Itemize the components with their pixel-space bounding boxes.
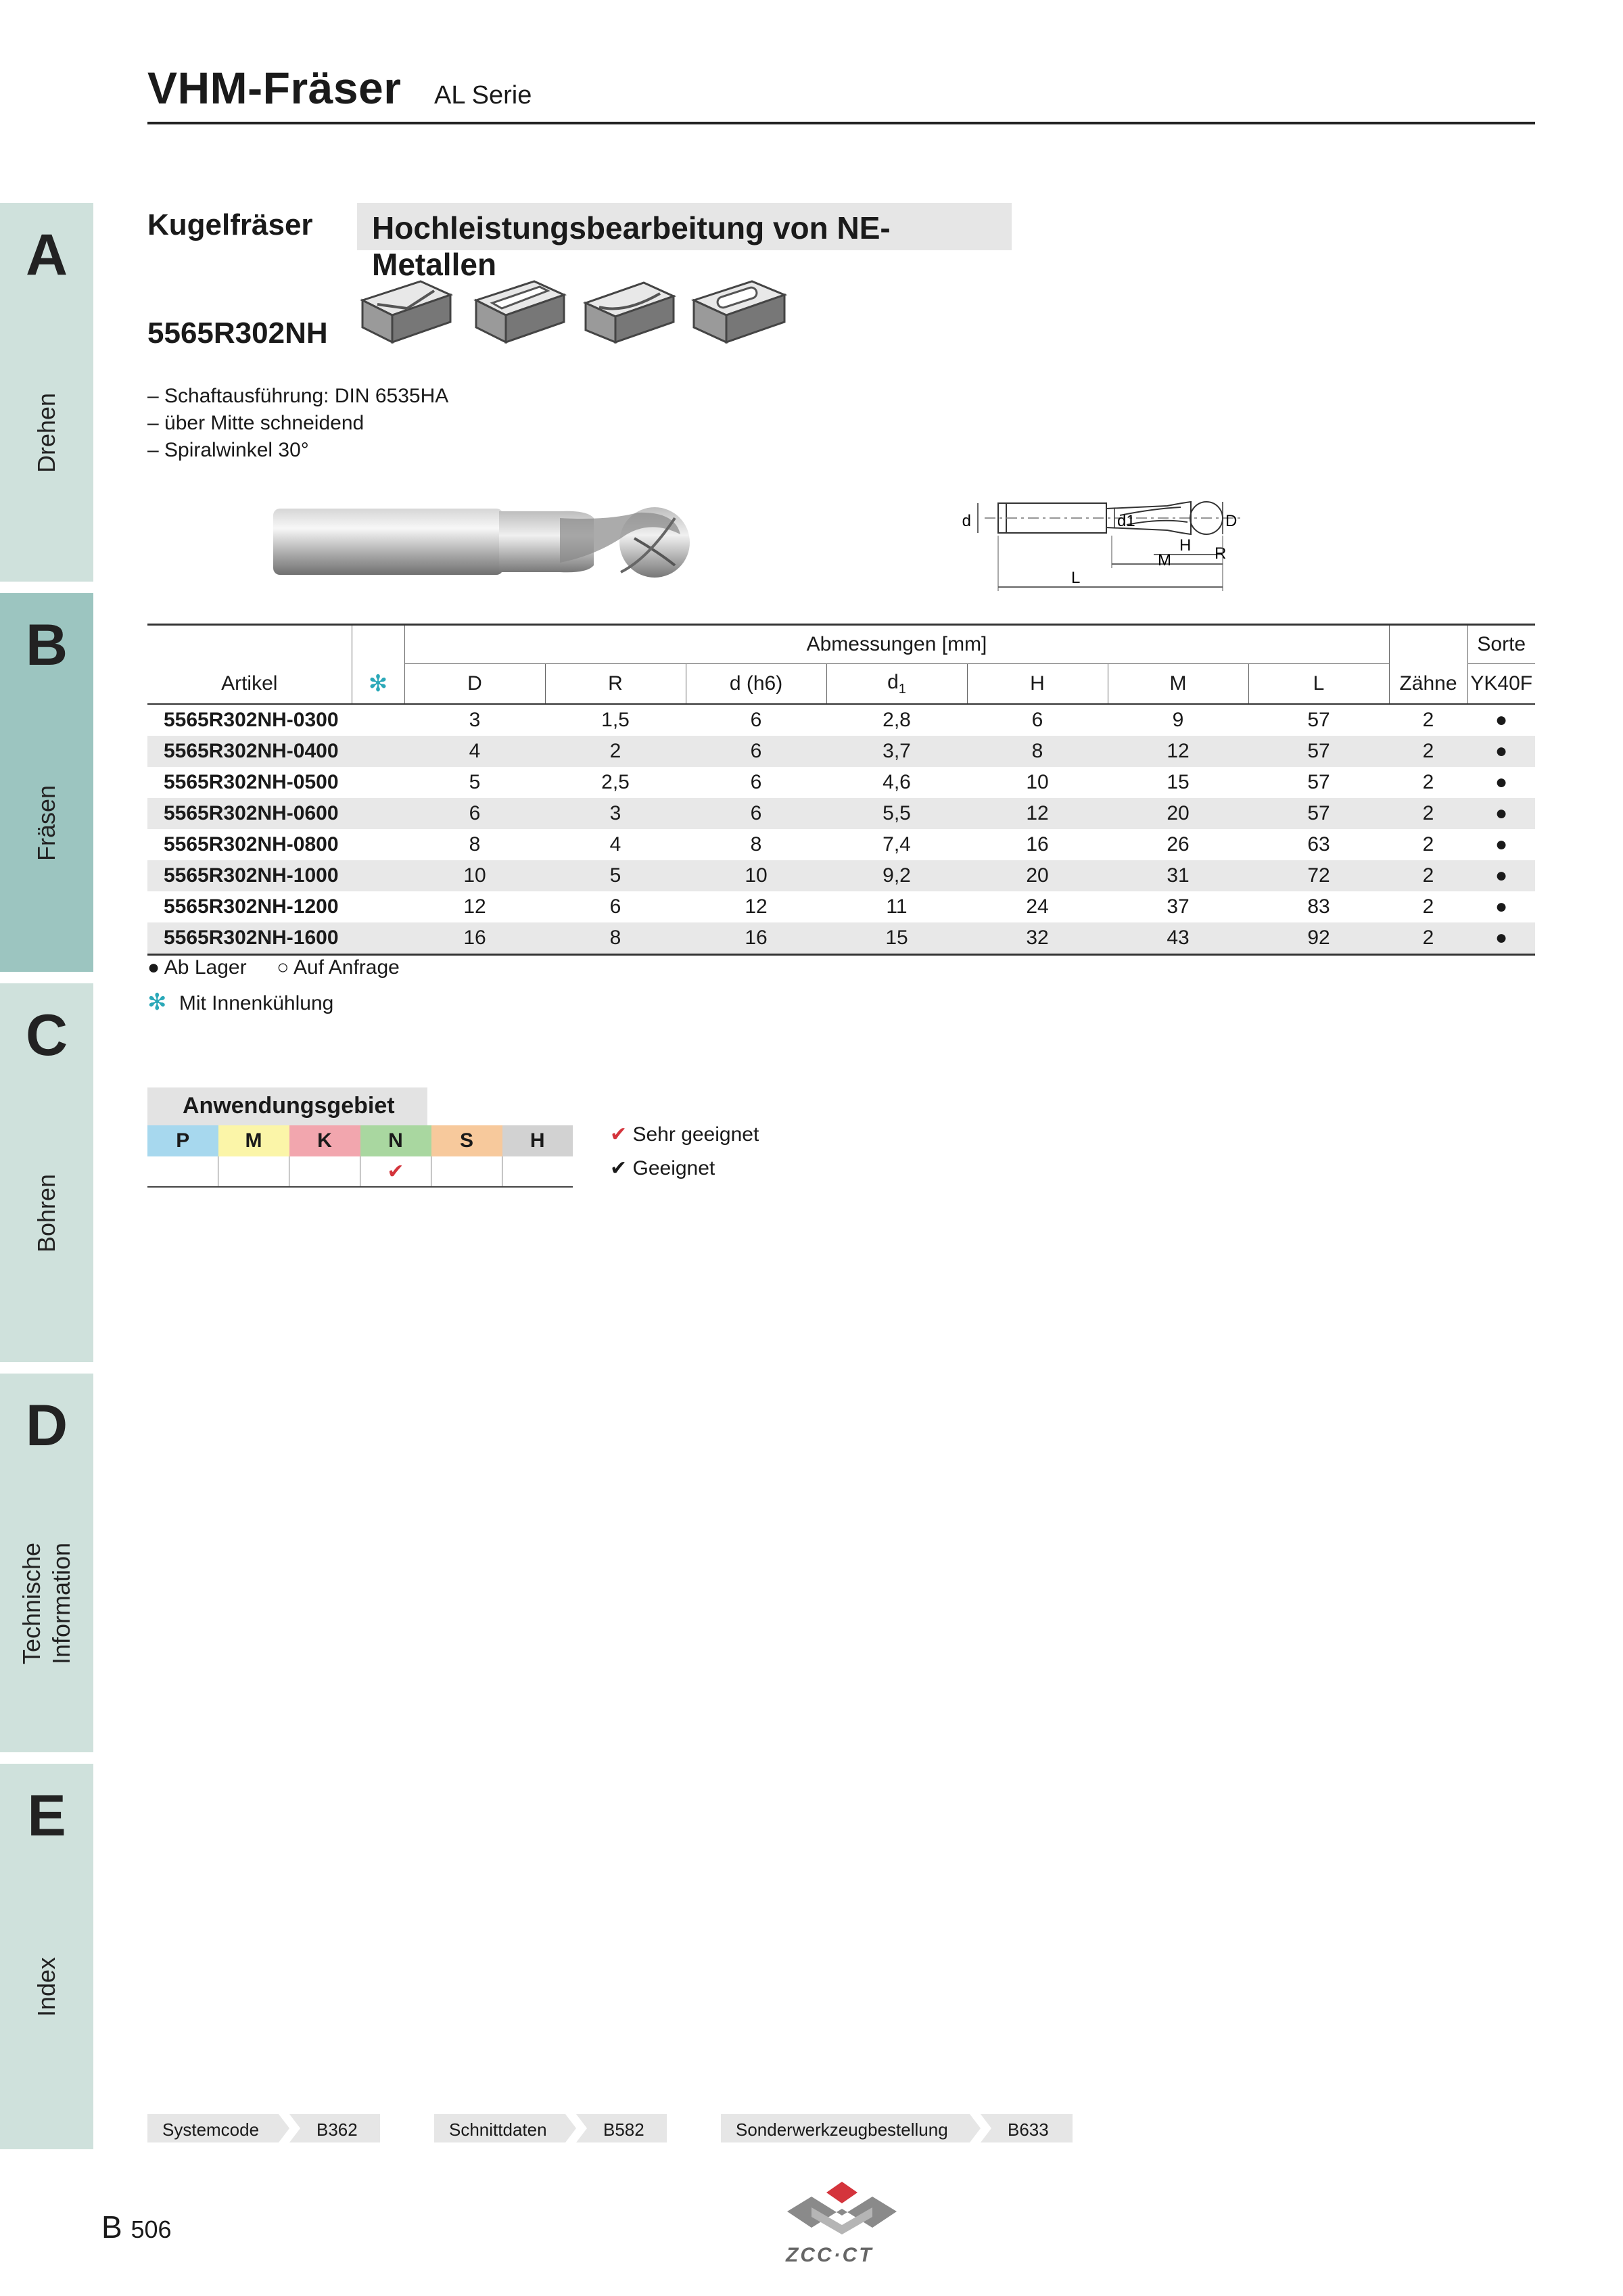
material-S: S: [431, 1125, 502, 1156]
series-label: AL Serie: [434, 81, 532, 110]
col-D: D: [404, 664, 545, 705]
feature-item: – Schaftausführung: DIN 6535HA: [147, 385, 449, 407]
tab-drehen[interactable]: [0, 203, 93, 582]
feature-item: – über Mitte schneidend: [147, 412, 364, 434]
col-d1: $d_1$: [826, 664, 967, 705]
col-zaehne: Zähne: [1389, 664, 1467, 705]
tab-label: Index: [32, 1957, 60, 2017]
table-row: 5565R302NH-1000 10 5 10 9,2 20 31 72 2 ●: [147, 860, 1535, 891]
stock-dot: ●: [1495, 833, 1508, 856]
stock-dot: ●: [1495, 771, 1508, 793]
legend-geeignet: ✔ Geeignet: [610, 1157, 715, 1179]
suitable-check-icon: ✔: [610, 1157, 628, 1179]
tab-index[interactable]: [0, 1764, 93, 2149]
tab-label: Drehen: [32, 392, 60, 473]
legend-sehr-geeignet: ✔ Sehr geeignet: [610, 1123, 759, 1146]
tab-letter: B: [25, 613, 68, 678]
col-d-h6: d (h6): [686, 664, 826, 705]
drawing-label-D: D: [1225, 512, 1238, 530]
application-text: Hochleistungsbearbeitung von NE-Metallen: [372, 210, 891, 282]
legend-auf-anfrage: ○ Auf Anfrage: [277, 956, 400, 979]
tab-letter: D: [25, 1393, 68, 1458]
ref-systemcode[interactable]: Systemcode B362: [147, 2114, 380, 2142]
table-row: 5565R302NH-0800 8 4 8 7,4 16 26 63 2 ●: [147, 829, 1535, 860]
drawing-label-R: R: [1215, 544, 1227, 563]
feature-list: [147, 383, 448, 464]
table-row: 5565R302NH-1600 16 8 16 15 32 43 92 2 ●: [147, 922, 1535, 955]
col-H: H: [967, 664, 1108, 705]
coolant-header: [352, 664, 404, 705]
table-row: 5565R302NH-0500 5 2,5 6 4,6 10 15 57 2 ●: [147, 767, 1535, 798]
very-suitable-check-icon: ✔: [387, 1160, 404, 1183]
dimension-drawing: [958, 488, 1316, 596]
workpiece-pocket-icon: [694, 281, 784, 342]
workpiece-radius-groove-icon: [586, 283, 674, 342]
material-M: M: [218, 1125, 289, 1156]
tab-technische-information[interactable]: [0, 1374, 93, 1752]
material-suitability-table: [147, 1125, 573, 1188]
coolant-legend: [147, 989, 333, 1016]
application-area-header: [147, 1087, 427, 1125]
product-code: 5565R302NH: [147, 317, 328, 350]
chevron-right-icon: [967, 2114, 994, 2142]
ref-sonderwerkzeugbestellung[interactable]: Sonderwerkzeugbestellung B633: [721, 2114, 1073, 2142]
stock-legend: [147, 956, 400, 979]
table-row: 5565R302NH-1200 12 6 12 11 24 37 83 2 ●: [147, 891, 1535, 922]
chevron-right-icon: [276, 2114, 303, 2142]
tab-label: [17, 1543, 76, 1664]
col-artikel: Artikel: [147, 664, 352, 705]
col-M: M: [1108, 664, 1248, 705]
material-P: P: [147, 1125, 218, 1156]
material-H: H: [502, 1125, 573, 1156]
col-L: L: [1248, 664, 1389, 705]
drawing-label-M: M: [1158, 551, 1171, 569]
drawing-label-L: L: [1071, 569, 1081, 587]
stock-dot: ●: [1467, 736, 1535, 767]
workpiece-icons: [358, 273, 791, 349]
drawing-label-H: H: [1179, 536, 1192, 555]
col-sorte: Sorte: [1467, 625, 1535, 664]
legend-innenkuehlung: Mit Innenkühlung: [179, 992, 334, 1014]
table-row: 5565R302NH-0300 3 1,5 6 2,8 6 9 57 2 ●: [147, 704, 1535, 736]
ref-schnittdaten[interactable]: Schnittdaten B582: [434, 2114, 667, 2142]
stock-dot: ●: [1495, 895, 1508, 918]
tab-label-line1: Technische: [18, 1542, 45, 1665]
page-title: VHM-Fräser: [147, 63, 402, 113]
stock-dot: ●: [1495, 709, 1508, 731]
feature-item: – Spiralwinkel 30°: [147, 439, 309, 461]
col-grade: YK40F: [1467, 664, 1535, 705]
col-R: R: [545, 664, 686, 705]
legend-ab-lager: ● Ab Lager: [147, 956, 247, 979]
application-area-title: Anwendungsgebiet: [183, 1093, 395, 1119]
tab-letter: E: [27, 1783, 66, 1848]
tab-letter: C: [25, 1003, 68, 1068]
material-K: K: [289, 1125, 360, 1156]
tab-fraesen[interactable]: [0, 593, 93, 972]
logo-text: ZCC·CT: [786, 2244, 874, 2266]
ball-end-mill-photo: [269, 498, 702, 586]
drawing-label-d: d: [962, 512, 971, 530]
zcc-ct-logo-icon: [784, 2180, 899, 2245]
product-type: Kugelfräser: [147, 208, 313, 241]
table-row: 5565R302NH-0600 6 3 6 5,5 12 20 57 2 ●: [147, 798, 1535, 829]
drawing-label-d1: d1: [1117, 512, 1135, 530]
internal-coolant-icon: ✻: [147, 989, 167, 1015]
workpiece-slot-icon: [476, 281, 564, 342]
tab-letter: A: [25, 222, 68, 287]
tab-label: Fräsen: [32, 784, 60, 862]
workpiece-v-groove-icon: [362, 281, 450, 342]
spec-table: [147, 624, 1535, 956]
table-row: 5565R302NH-0400 4 2 6 3,7 8 12 57 2 ●: [147, 736, 1535, 767]
internal-coolant-icon: ✻: [368, 670, 388, 697]
application-banner: [357, 203, 1012, 282]
dimensions-header: Abmessungen [mm]: [404, 625, 1389, 664]
stock-dot: ●: [1467, 798, 1535, 829]
stock-dot: ●: [1467, 922, 1535, 955]
material-N: N: [360, 1125, 431, 1156]
tab-label: Bohren: [32, 1173, 60, 1253]
tab-bohren[interactable]: [0, 983, 93, 1362]
chevron-right-icon: [563, 2114, 590, 2142]
stock-dot: ●: [1467, 860, 1535, 891]
header-rule: [147, 122, 1535, 124]
page-number: B 506: [101, 2209, 172, 2245]
tab-label-line2: Information: [47, 1542, 75, 1665]
very-suitable-check-icon: ✔: [610, 1123, 628, 1146]
